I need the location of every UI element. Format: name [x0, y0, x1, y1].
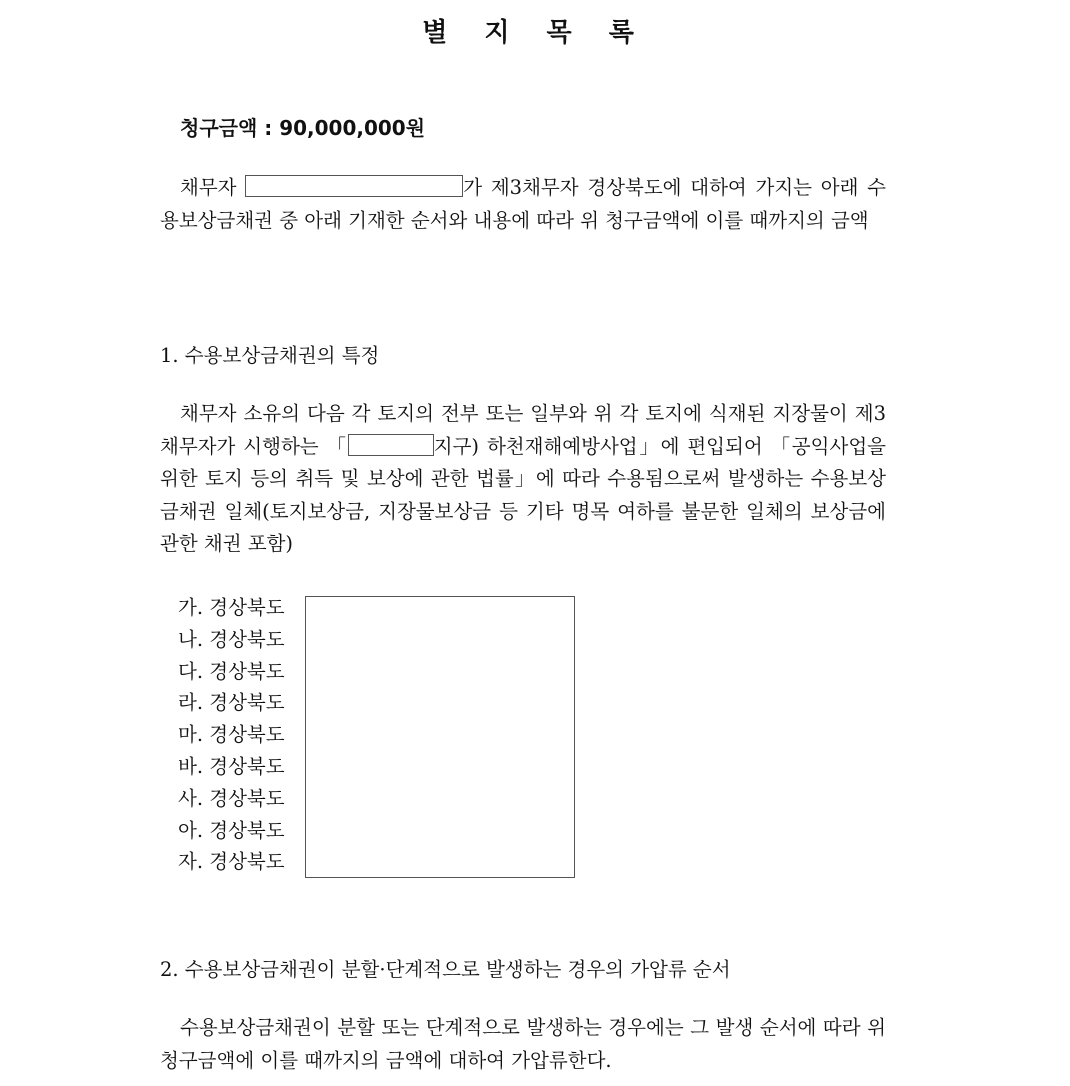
intro-paragraph: [160, 172, 886, 237]
land-list-item: 아. 경상북도: [178, 818, 285, 842]
redacted-debtor-name: [245, 175, 463, 197]
land-list-item: 바. 경상북도: [178, 754, 285, 778]
section1-heading: 1. 수용보상금채권의 특정: [160, 344, 380, 367]
redacted-district-name: [348, 434, 434, 456]
land-list-item: 나. 경상북도: [178, 627, 285, 651]
land-list-item: 자. 경상북도: [178, 850, 285, 874]
land-list-item: 가. 경상북도: [178, 596, 285, 619]
claim-amount: 청구금액 : 90,000,000원: [180, 116, 426, 140]
intro-suffix: 가 제3채무자 경상북도에 대하여 가지는 아래 수용보상금채권 중 아래 기재한 순서와 내용에 따라 위 청구금액에 이를 때까지의 금액: [160, 176, 886, 232]
land-list-item: 사. 경상북도: [178, 786, 285, 810]
intro-prefix: 채무자: [180, 176, 237, 199]
land-list-item: 라. 경상북도: [178, 691, 285, 715]
section2-text: 수용보상금채권이 분할 또는 단계적으로 발생하는 경우에는 그 발생 순서에 따라 위 청구금액에 이를 때까지의 금액에 대하여 가압류한다.: [160, 1016, 886, 1072]
document-title: 별 지 목 록: [422, 18, 648, 48]
section1-paragraph: [160, 398, 886, 561]
section1-text-after: 지구) 하천재해예방사업」에 편입되어 「공익사업을 위한 토지 등의 취득 및 보상에 관한 법률」에 따라 수용됨으로써 발생하는 수용보상금채권 일체(토지보상금, 지장물보상금 등 기타 명목 여하를 불문한 일체의 보상금에 관한 채권 포함): [160, 434, 886, 555]
redacted-land-addresses: [305, 596, 575, 878]
section2-heading: 2. 수용보상금채권이 분할·단계적으로 발생하는 경우의 가압류 순서: [160, 958, 731, 981]
section2-paragraph: [160, 1012, 886, 1077]
land-list: [178, 592, 285, 878]
section1-text-before: 채무자 소유의 다음 각 토지의 전부 또는 일부와 위 각 토지에 식재된 지장물이 제3채무자가 시행하는 「: [160, 402, 886, 458]
land-list-item: 마. 경상북도: [178, 723, 285, 747]
land-list-item: 다. 경상북도: [178, 659, 285, 683]
